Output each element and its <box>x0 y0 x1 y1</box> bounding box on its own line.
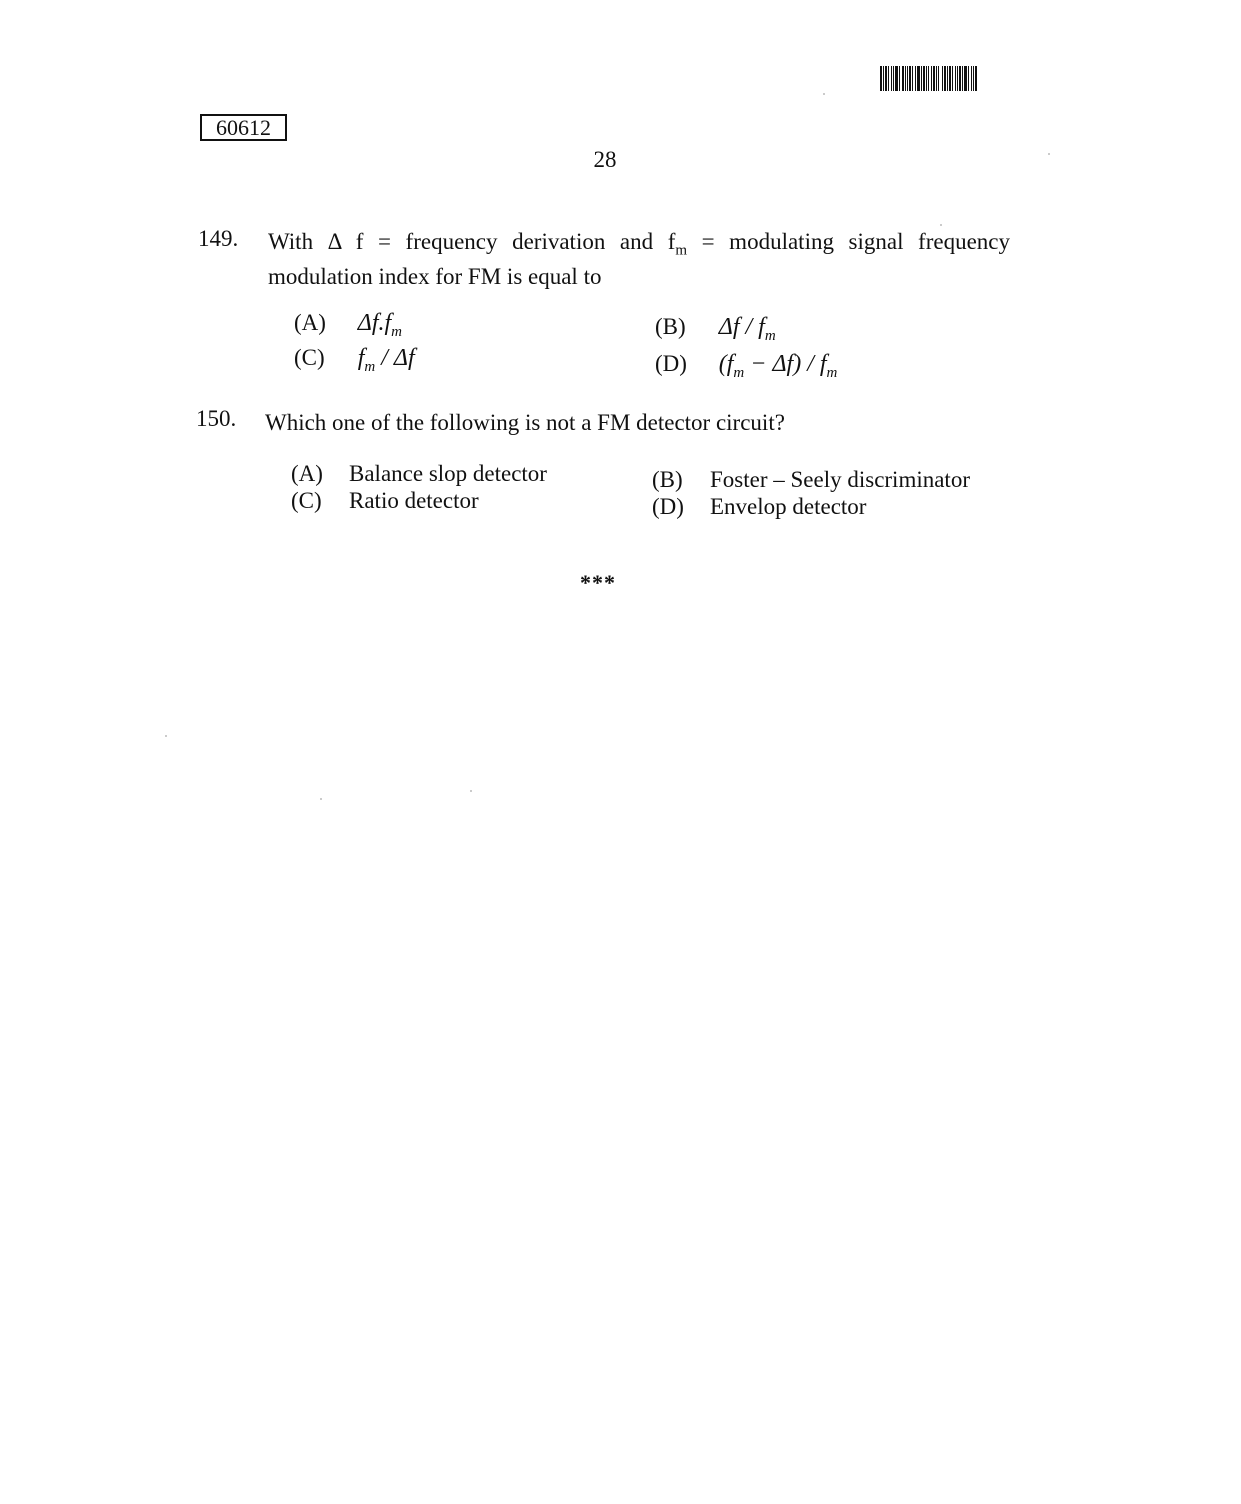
question-149-line1: With Δ f = frequency derivation and $f_m$ = modulating signal frequency <box>268 229 1011 259</box>
barcode-bar <box>971 66 972 91</box>
option-149-c: (C) $f_m$ / Δf <box>294 345 415 375</box>
barcode-bar <box>957 66 958 91</box>
barcode-bar <box>921 66 922 91</box>
barcode-bar <box>936 66 937 91</box>
option-150-b: (B) Foster – Seely discriminator <box>652 467 970 492</box>
barcode-bar <box>949 66 951 91</box>
scan-speck <box>470 790 472 792</box>
barcode-bar <box>907 66 908 91</box>
scan-speck <box>320 798 322 800</box>
barcode-bar <box>893 66 894 91</box>
barcode-bar <box>933 66 935 91</box>
barcode-bar <box>923 66 925 91</box>
option-149-d: (D) $(f_m - \Delta f) / f_m$ <box>655 351 838 381</box>
scan-speck <box>1048 153 1050 155</box>
barcode-bar <box>931 66 932 91</box>
barcode-bar <box>964 66 967 91</box>
barcode-bar <box>885 66 887 91</box>
barcode-bar <box>944 66 946 91</box>
barcode-bar <box>968 66 969 91</box>
barcode-bar <box>942 66 943 91</box>
scan-speck <box>940 224 942 226</box>
barcode-bar <box>947 66 948 91</box>
question-149-line2: modulation index for FM is equal to <box>268 263 602 289</box>
barcode-bar <box>938 66 939 91</box>
barcode-bar <box>888 66 889 91</box>
barcode-bar <box>891 66 892 91</box>
barcode-bar <box>926 66 927 91</box>
barcode-bar <box>959 66 961 91</box>
option-149-b: (B) Δf / $f_m$ <box>655 314 776 344</box>
question-149-number: 149. <box>198 226 239 251</box>
barcode-bar <box>895 66 898 91</box>
option-150-a: (A) Balance slop detector <box>291 461 547 486</box>
option-149-a: (A) $\Delta f.f_m$ <box>294 310 403 340</box>
barcode-bar <box>905 66 906 91</box>
question-150-text: Which one of the following is not a FM detector circuit? <box>265 410 785 435</box>
barcode-bar <box>962 66 963 91</box>
end-of-paper-marker: *** <box>580 570 616 595</box>
barcode-bar <box>902 66 904 91</box>
barcode-bar <box>917 66 920 91</box>
scan-speck <box>165 735 167 737</box>
barcode <box>880 66 1036 91</box>
barcode-bar <box>899 66 900 91</box>
barcode-bar <box>955 66 956 91</box>
barcode-bar <box>975 66 977 91</box>
barcode-bar <box>915 66 916 91</box>
barcode-bar <box>880 66 882 91</box>
page-number: 28 <box>593 147 617 172</box>
question-150-number: 150. <box>196 406 237 431</box>
barcode-bar <box>909 66 911 91</box>
option-150-c: (C) Ratio detector <box>291 488 479 513</box>
barcode-bar <box>973 66 974 91</box>
barcode-bar <box>952 66 953 91</box>
question-149-text <box>268 229 1010 290</box>
barcode-bar <box>883 66 884 91</box>
scan-speck <box>823 93 825 95</box>
paper-code-box: 60612 <box>200 114 287 141</box>
barcode-bar <box>928 66 929 91</box>
option-150-d: (D) Envelop detector <box>652 494 867 519</box>
barcode-bar <box>912 66 913 91</box>
